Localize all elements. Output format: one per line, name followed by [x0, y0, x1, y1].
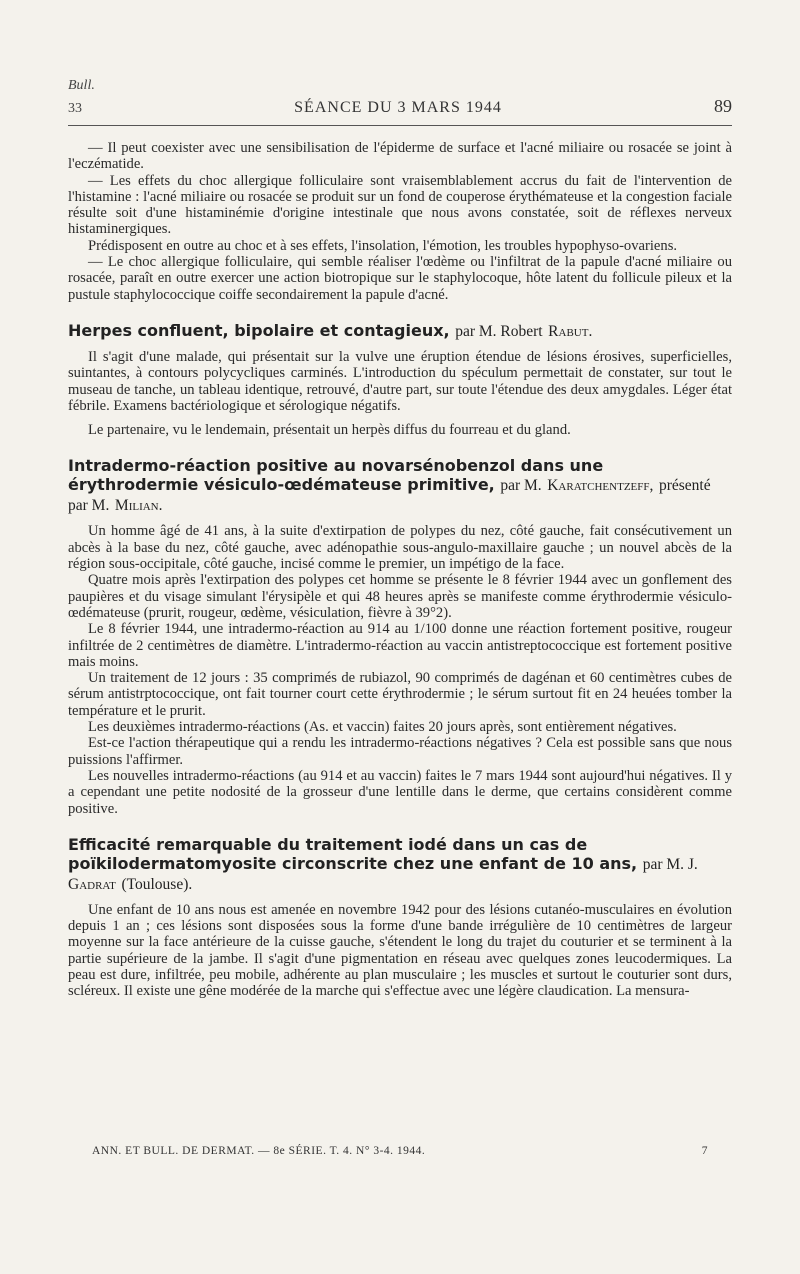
paragraph: — Le choc allergique folliculaire, qui semble réaliser l'œdème ou l'infiltrat de la papule d'acné miliaire ou rosacée, paraît en outre exercer une action biotropique sur le staphylocoque, hôte latent du follicule pileux et la pustule staphylococcique coiffe secondairement la papule d'acné. — [68, 254, 732, 303]
author: Rabut. — [548, 322, 593, 340]
paragraph: Quatre mois après l'extirpation des polypes cet homme se présente le 8 février 1944 avec un gonflement des paupières et du visage simulant l'érysipèle et qui 48 heures après se manifeste comme érythrodermie vésiculo-œdémateuse (prurit, rougeur, œdème, vésiculation, fièvre à 39°2). — [68, 572, 732, 621]
byline: par M. Robert — [455, 322, 543, 340]
footer — [92, 1145, 708, 1157]
paragraph: Les nouvelles intradermo-réactions (au 914 et au vaccin) faites le 7 mars 1944 sont aujourd'hui négatives. Il y a cependant une petite nodosité de la grosseur d'une lentille dans le derme, que certains considèrent comme positive. — [68, 767, 732, 817]
paragraph: Un traitement de 12 jours : 35 comprimés de rubiazol, 90 comprimés de dagénan et 60 centimètres cubes de sérum antistrptococcique, ont fait tourner court cette érythrodermie ; le sérum surtout fit en 24 heuées tomber la température et le prurit. — [68, 670, 732, 719]
section-title — [68, 835, 732, 894]
paragraph: Le partenaire, vu le lendemain, présentait un herpès diffus du fourreau et du gland. — [88, 422, 571, 439]
title-text: Herpes confluent, bipolaire et contagieux, — [68, 320, 450, 340]
page — [68, 78, 732, 1000]
paragraph: Les deuxièmes intradermo-réactions (As. et vaccin) faites 20 jours après, sont entièrement négatives. — [88, 719, 677, 736]
header-volume: 33 — [68, 101, 82, 116]
paragraph: Une enfant de 10 ans nous est amenée en novembre 1942 pour des lésions cutanéo-musculaires en évolution depuis 1 an ; ces lésions sont disposées sous la forme d'une bande irrégulière de 10 centimètres de largeur moyenne sur la face antérieure de la cuisse gauche, s'étendent le long du trajet du couturier et se terminent à la partie supérieure de la jambe. Il s'agit d'une pigmentation en réseau avec quelques zones leucodermiques. La peau est dure, infiltrée, peu mobile, adhérente au plan musculaire ; les muscles et surtout le couturier sont durs, scléreux. Il existe une gêne modérée de la marche qui s'effectue avec une légère claudication. La mensura- — [68, 901, 732, 1000]
page-number: 89 — [714, 96, 732, 116]
header-bull: Bull. — [68, 78, 95, 93]
paragraph: Un homme âgé de 41 ans, à la suite d'extirpation de polypes du nez, côté gauche, fait consécutivement un abcès à la base du nez, côté gauche, avec adénopathie sous-angulo-maxillaire gauche ; un nouvel abcès de la région sous-occipitale, côté gauche, incisé comme le premier, un impétigo de la face. — [68, 523, 732, 573]
author-place: (Toulouse). — [121, 875, 193, 893]
presenter: Milian. — [114, 497, 163, 515]
title-text: Intradermo-réaction positive au novarsénobenzol dans une érythrodermie vésiculo-œdémateuse primitive, — [68, 456, 604, 495]
footer-journal: ANN. ET BULL. DE DERMAT. — 8e SÉRIE. T. 4. N° 3-4. 1944. — [92, 1145, 426, 1157]
byline: par M. J. — [642, 855, 698, 873]
footer-signature: 7 — [701, 1145, 708, 1157]
paragraph: — Les effets du choc allergique folliculaire sont vraisemblablement accrus du fait de l'intervention de l'histamine : l'acné miliaire ou rosacée se produit sur un fond de couperose érythémateuse et la congestion faciale résulte soit d'une histaminémie d'origine intestinale que nous avons constatée, soit de réflexes nerveux histaminergiques. — [68, 172, 732, 238]
title-text: Efficacité remarquable du traitement iodé dans un cas de poïkilodermatomyosite circonscrite chez une enfant de 10 ans, — [68, 834, 638, 873]
running-header — [68, 96, 732, 117]
paragraph: Il s'agit d'une malade, qui présentait sur la vulve une éruption étendue de lésions érosives, superficielles, suintantes, à contours polycycliques carminés. L'introduction du spéculum permettait de constater, sur tout le museau de tanche, un tableau identique, retrouvé, d'autre part, sur toute l'étendue des deux amygdales. Léger état fébrile. Examens bactériologique et sérologique négatifs. — [68, 348, 732, 414]
section-title — [68, 321, 732, 341]
paragraph: Prédisposent en outre au choc et à ses effets, l'insolation, l'émotion, les troubles hypophyso-ovariens. — [88, 237, 678, 254]
header-rule — [68, 125, 732, 126]
author: Karatchentzeff, — [547, 477, 654, 495]
section-title — [68, 456, 732, 515]
paragraph: Le 8 février 1944, une intradermo-réaction au 914 au 1/100 donne une réaction fortement positive, rougeur infiltrée de 2 centimètres de diamètre. L'intradermo-réaction au vaccin antistreptococcique est fortement positive mais moins. — [68, 621, 732, 670]
author: Gadrat — [68, 875, 116, 893]
paragraph: Est-ce l'action thérapeutique qui a rendu les intradermo-réactions négatives ? Cela est possible sans que nous puissions l'affirmer. — [68, 735, 732, 768]
byline: par M. — [500, 477, 542, 495]
header-title: SÉANCE DU 3 MARS 1944 — [294, 99, 502, 116]
paragraph: — Il peut coexister avec une sensibilisation de l'épiderme de surface et l'acné miliaire ou rosacée se joint à l'eczématide. — [68, 140, 732, 173]
presented-by: présenté par M. — [68, 477, 711, 515]
